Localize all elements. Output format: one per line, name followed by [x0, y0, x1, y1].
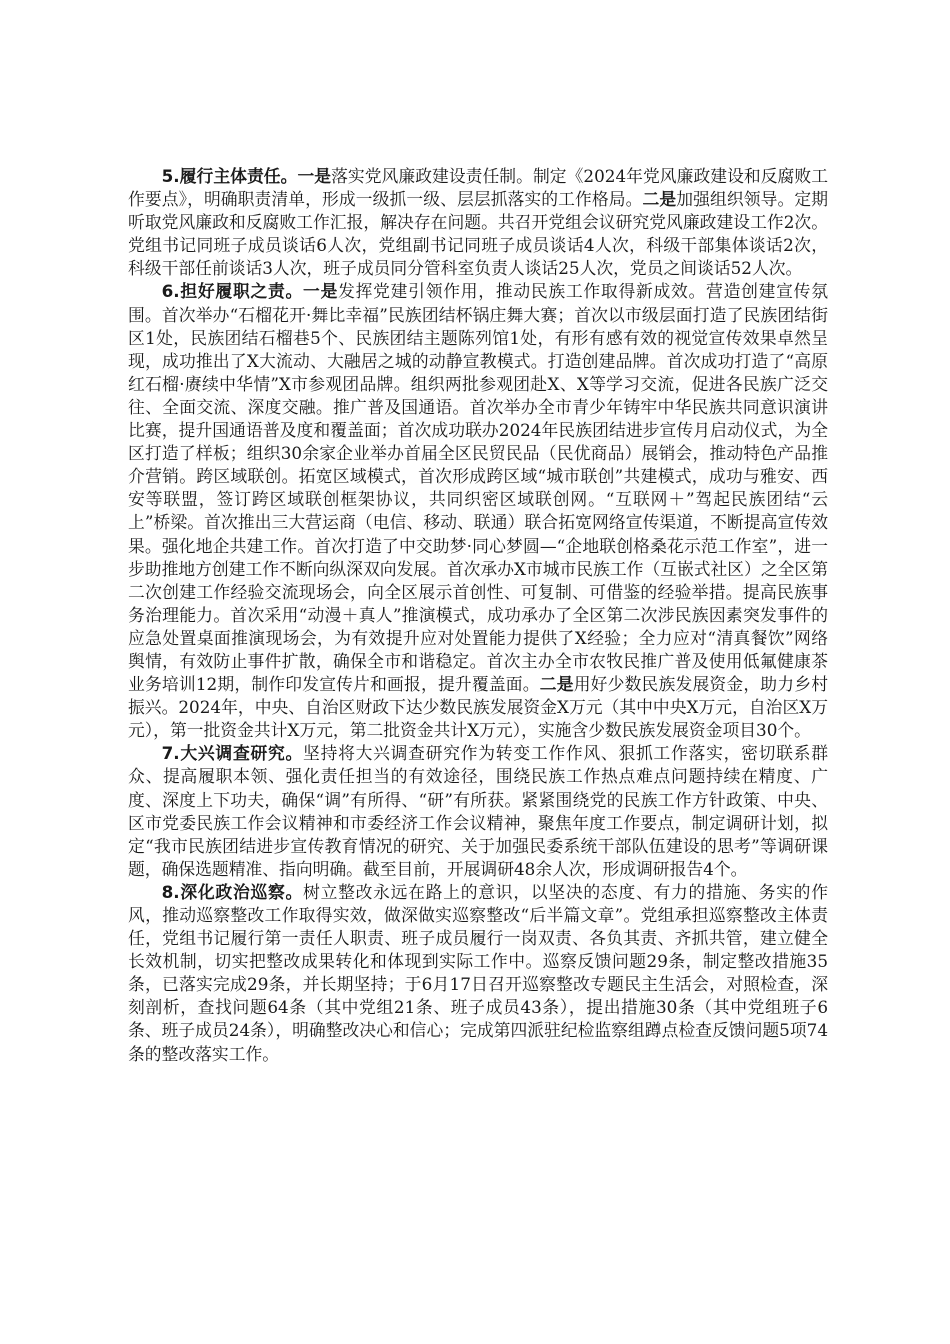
section-5-heading: 5.履行主体责任。 — [161, 166, 298, 186]
section-6-run-3: 二是 — [539, 674, 574, 695]
section-6-run-1: 一是 — [303, 281, 339, 302]
section-5-run-3: 二是 — [642, 189, 677, 210]
section-5-run-4: 加强组织领导。定期听取党风廉政和反腐败工作汇报，解决存在问题。共召开党组会议研究党风廉政建设工作2次。党组书记同班子成员谈话6人次，党组副书记同班子成员谈话4人次，科级干部集体谈话2次，科级干部任前谈话3人次，班子成员同分管科室负责人谈话25人次，党员之间谈话52人次。 — [128, 189, 828, 279]
section-8-run-1: 树立整改永远在路上的意识，以坚决的态度、有力的措施、务实的作风，推动巡察整改工作取得实效，做深做实巡察整改“后半篇文章”。党组承担巡察整改主体责任，党组书记履行第一责任人职责、班子成员履行一岗双责、各负其责、齐抓共管，建立健全长效机制，切实把整改成果转化和体现到实际工作中。巡察反馈问题29条，制定整改措施35条，已落实完成29条，并长期坚持；于6月17日召开巡察整改专题民主生活会，对照检查，深刻剖析，查找问题64条（其中党组21条、班子成员43条），提出措施30条（其中党组班子6条、班子成员24条），明确整改决心和信心；完成第四派驻纪检监察组蹲点检查反馈问题5项74条的整改落实工作。 — [128, 881, 828, 1064]
section-5-run-2: 落实党风廉政建设责任制。制定《2024年党风廉政建设和反腐败工作要点》，明确职责清单，形成一级抓一级、层层抓落实的工作格局。 — [128, 166, 828, 210]
section-8-paragraph — [128, 881, 828, 1066]
section-5-run-1: 一是 — [297, 166, 332, 186]
section-5-paragraph — [128, 165, 828, 280]
section-6-run-4: 用好少数民族发展资金，助力乡村振兴。2024年，中央、自治区财政下达少数民族发展资金X万元（其中中央X万元，自治区X万元），第一批资金共计X万元，第二批资金共计X万元），实施含少数民族发展资金项目30个。 — [128, 674, 828, 741]
section-8-heading: 8.深化政治巡察。 — [161, 881, 304, 902]
section-7-heading: 7.大兴调查研究。 — [161, 743, 304, 764]
section-6-paragraph — [128, 280, 828, 742]
section-7-paragraph — [128, 742, 828, 881]
section-7-run-1: 坚持将大兴调查研究作为转变工作作风、狠抓工作落实，密切联系群众、提高履职本领、强化责任担当的有效途径，围绕民族工作热点难点问题持续在精度、广度、深度上下功夫，确保“调”有所得、“研”有所获。紧紧围绕党的民族工作方针政策、中央、区市党委民族工作会议精神和市委经济工作会议精神，聚焦年度工作要点，制定调研计划，拟定“我市民族团结进步宣传教育情况的研究、关于加强民委系统干部队伍建设的思考”等调研课题，确保选题精准、指向明确。截至目前，开展调研48余人次，形成调研报告4个。 — [128, 743, 828, 879]
section-6-heading: 6.担好履职之责。 — [161, 281, 304, 302]
document-body — [128, 165, 828, 1066]
section-6-run-2: 发挥党建引领作用，推动民族工作取得新成效。营造创建宣传氛围。首次举办“石榴花开·舞比幸福”民族团结杯锅庄舞大赛；首次以市级层面打造了民族团结街区1处，民族团结石榴巷5个、民族团结主题陈列馆1处，有形有感有效的视觉宣传效果卓然呈现，成功推出了X大流动、大融居之城的动静宣教模式。打造创建品牌。首次成功打造了“高原红石榴·赓续中华情”X市参观团品牌。组织两批参观团赴X、X等学习交流，促进各民族广泛交往、全面交流、深度交融。推广普及国通语。首次举办全市青少年铸牢中华民族共同意识演讲比赛，提升国通语普及度和覆盖面；首次成功联办2024年民族团结进步宣传月启动仪式，为全区打造了样板；组织30余家企业举办首届全区民贸民品（民优商品）展销会，推动特色产品推介营销。跨区域联创。拓宽区域模式，首次形成跨区域“城市联创”共建模式，成功与雅安、西安等联盟，签订跨区域联创框架协议，共同织密区域联创网。“互联网＋”驾起民族团结“云上”桥梁。首次推出三大营运商（电信、移动、联通）联合拓宽网络宣传渠道，不断提高宣传效果。强化地企共建工作。首次打造了中交助梦·同心梦圆—“企地联创格桑花示范工作室”，进一步助推地方创建工作不断向纵深双向发展。首次承办X市城市民族工作（互嵌式社区）之全区第二次创建工作经验交流现场会，向全区展示首创性、可复制、可借鉴的经验举措。提高民族事务治理能力。首次采用“动漫＋真人”推演模式，成功承办了全区第二次涉民族因素突发事件的应急处置桌面推演现场会，为有效提升应对处置能力提供了X经验；全力应对“清真餐饮”网络舆情，有效防止事件扩散，确保全市和谐稳定。首次主办全市农牧民推广普及使用低氟健康茶业务培训12期，制作印发宣传片和画报，提升覆盖面。 — [128, 281, 828, 695]
